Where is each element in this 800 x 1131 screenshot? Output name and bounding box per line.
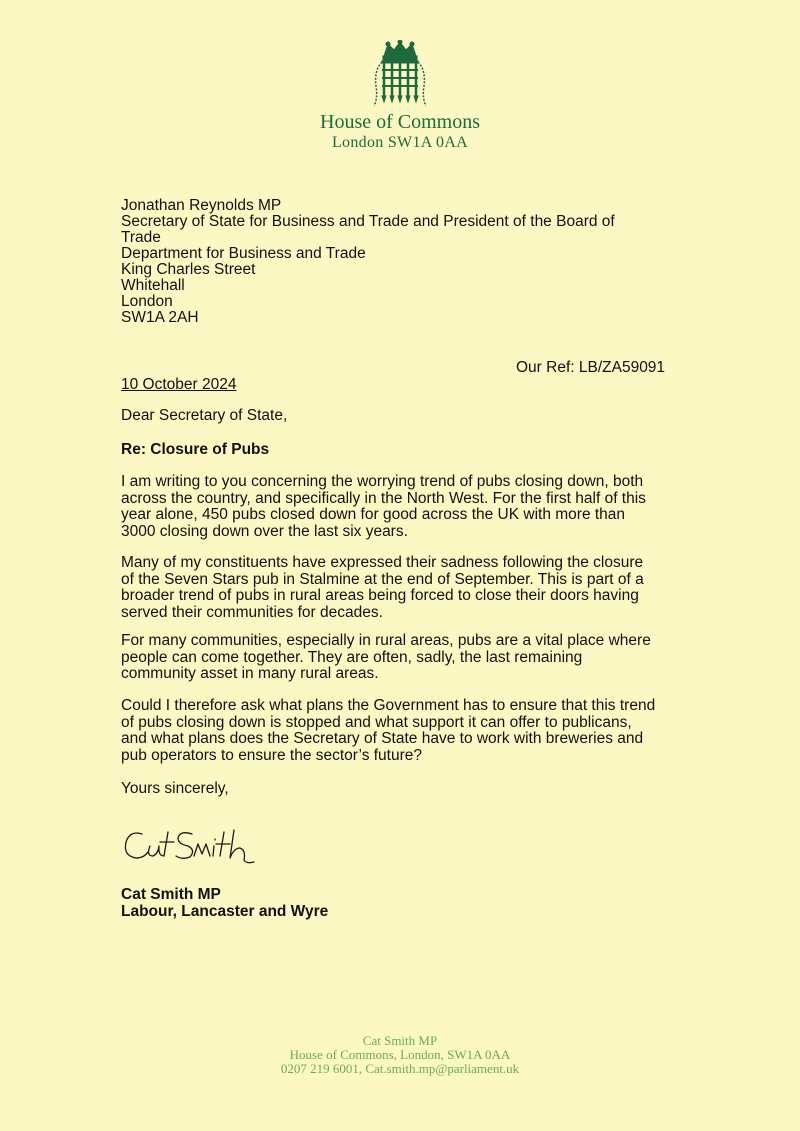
signatory [121,886,328,920]
footer-line: House of Commons, London, SW1A 0AA [289,1047,511,1062]
letterhead-address: London SW1A 0AA [331,134,469,151]
paragraph-line: and what plans does the Secretary of State have to work with breweries and [121,730,644,747]
body-paragraph [121,555,691,621]
paragraph-line: people can come together. They are often, sadly, the last remaining [121,648,583,666]
letter-date: 10 October 2024 [121,376,237,393]
subject-line: Re: Closure of Pubs [121,441,270,458]
address-line: Secretary of State for Business and Trade and President of the Board of [121,213,615,230]
footer-line: 0207 219 6001, Cat.smith.mp@parliament.uk [280,1061,520,1076]
handwritten-signature [120,820,260,870]
footer-line: Cat Smith MP [362,1033,438,1048]
footer [0,1034,800,1076]
closing: Yours sincerely, [121,780,229,797]
body-paragraph [121,474,691,540]
paragraph-line: of pubs closing down is stopped and what support it can offer to publicans, [121,713,632,731]
paragraph-line: Could I therefore ask what plans the Government has to ensure that this trend [121,697,656,714]
paragraph-line: pub operators to ensure the sector’s future? [121,746,423,764]
recipient-address [121,198,681,326]
address-line: London [121,293,173,310]
paragraph-line: broader trend of pubs in rural areas being forced to close their doors having [121,587,639,604]
address-line: SW1A 2AH [121,309,199,326]
address-line: Trade [121,229,161,246]
paragraph-line: year alone, 450 pubs closed down for good across the UK with more than [121,506,626,523]
paragraph-line: of the Seven Stars pub in Stalmine at the end of September. This is part of a [121,570,644,588]
signatory-party: Labour, Lancaster and Wyre [121,903,329,920]
salutation: Dear Secretary of State, [121,407,288,424]
address-line: Whitehall [121,277,185,294]
body-paragraph [121,633,691,683]
address-line: Department for Business and Trade [121,245,366,262]
paragraph-line: across the country, and specifically in the North West. For the first half of this [121,489,646,507]
reference: Our Ref: LB/ZA59091 [516,359,666,376]
paragraph-line: Many of my constituents have expressed their sadness following the closure [121,554,644,571]
paragraph-line: community asset in many rural areas. [121,665,379,682]
address-line: Jonathan Reynolds MP [121,197,282,214]
paragraph-line: I am writing to you concerning the worrying trend of pubs closing down, both [121,473,644,490]
paragraph-line: 3000 closing down over the last six years. [121,522,408,540]
address-line: King Charles Street [121,261,256,278]
letterhead-title: House of Commons [320,111,480,133]
paragraph-line: For many communities, especially in rural areas, pubs are a vital place where [121,632,651,649]
signatory-name: Cat Smith MP [121,886,221,903]
paragraph-line: served their communities for decades. [121,603,383,621]
body-paragraph [121,698,691,764]
portcullis-crest-icon [370,40,430,108]
